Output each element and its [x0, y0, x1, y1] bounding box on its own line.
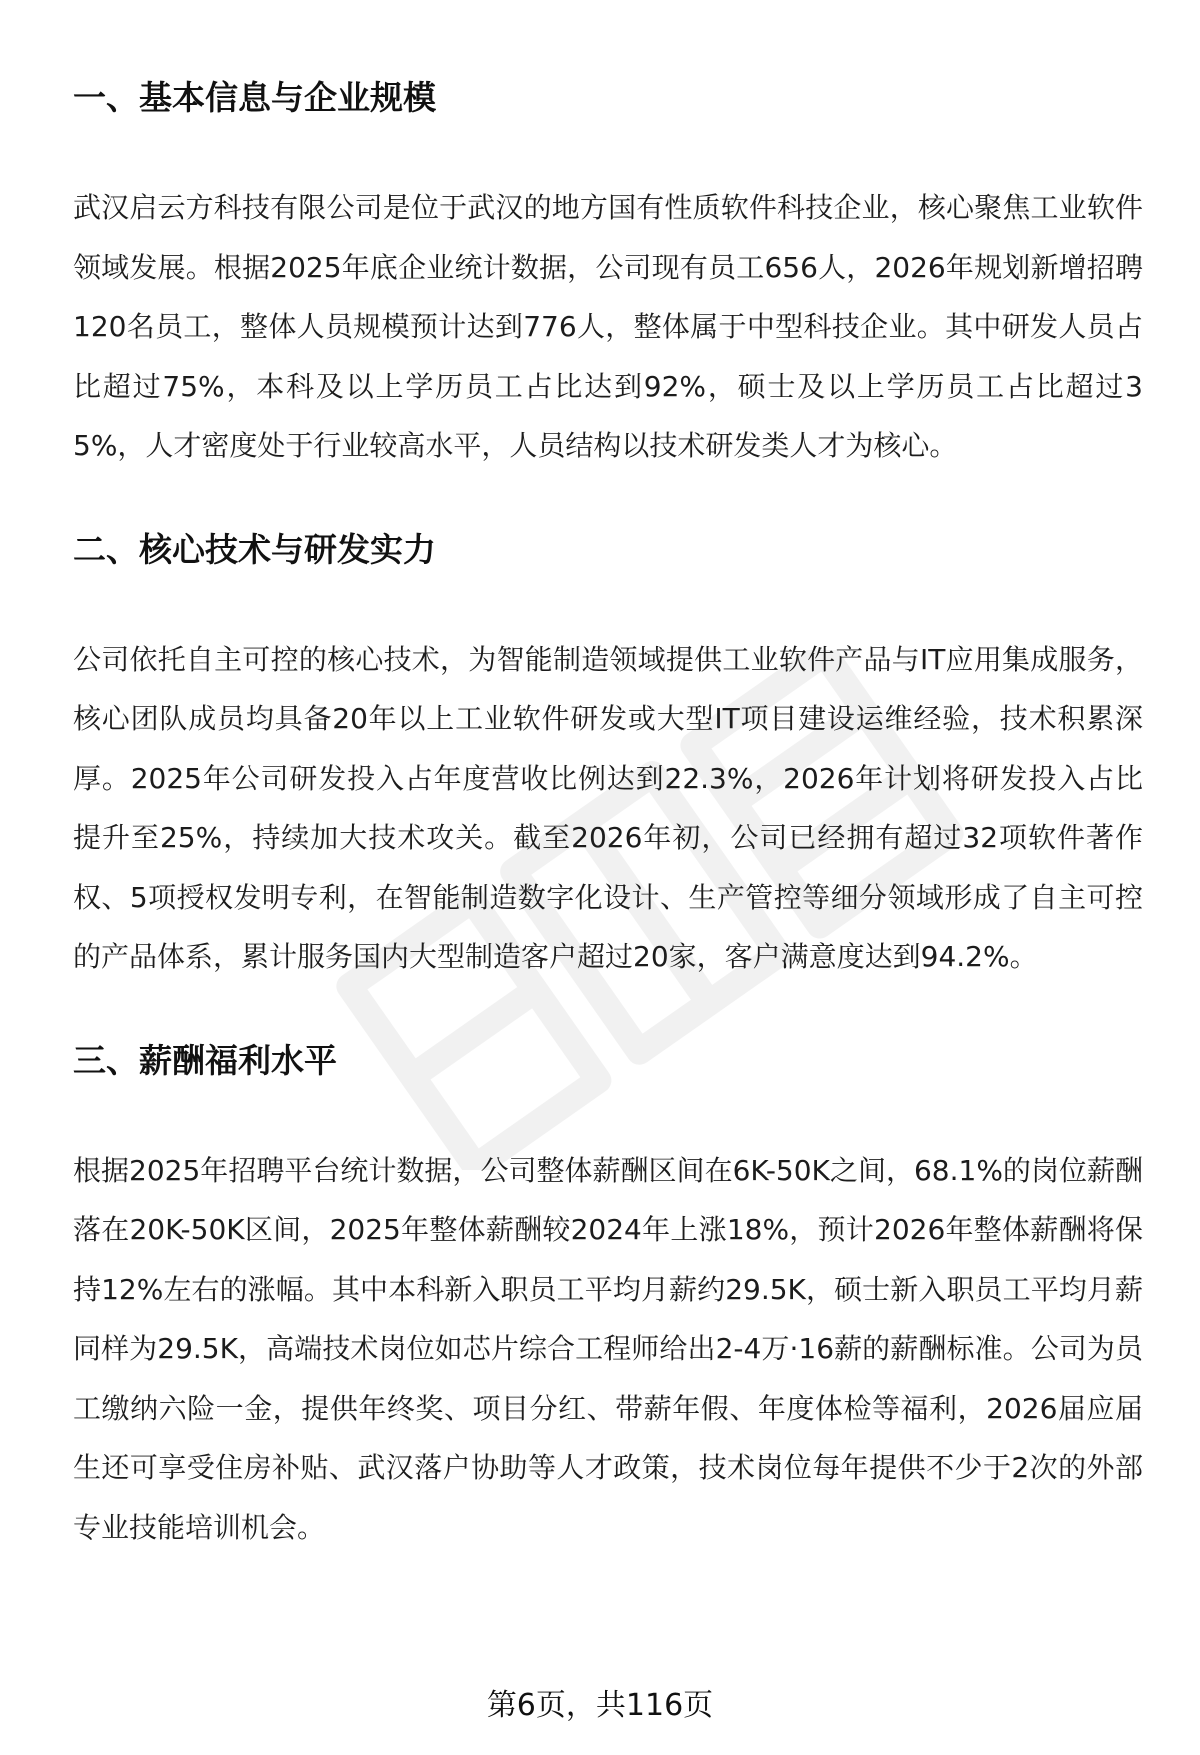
section-body-core-tech: 公司依托自主可控的核心技术，为智能制造领域提供工业软件产品与IT应用集成服务，核心团队成员均具备20年以上工业软件研发或大型IT项目建设运维经验，技术积累深厚。2025年公司研发投入占年度营收比例达到22.3%，2026年计划将研发投入占比提升至25%，持续加大技术攻关。截至2026年初，公司已经拥有超过32项软件著作权、5项授权发明专利，在智能制造数字化设计、生产管控等细分领域形成了自主可控的产品体系，累计服务国内大型制造客户超过20家，客户满意度达到94.2%。 — [73, 642, 1143, 973]
page-number-footer: 第6页，共116页 — [486, 1688, 714, 1723]
section-heading-salary: 三、薪酬福利水平 — [73, 1040, 337, 1080]
section-heading-basic-info: 一、基本信息与企业规模 — [73, 78, 436, 117]
section-body-salary: 根据2025年招聘平台统计数据，公司整体薪酬区间在6K-50K之间，68.1%的岗位薪酬落在20K-50K区间，2025年整体薪酬较2024年上涨18%，预计2026年整体薪酬将保持12%左右的涨幅。其中本科新入职员工平均月薪约29.5K，硕士新入职员工平均月薪同样为29.5K，高端技术岗位如芯片综合工程师给出2-4万·16薪的薪酬标准。公司为员工缴纳六险一金，提供年终奖、项目分红、带薪年假、年度体检等福利，2026届应届生还可享受住房补贴、武汉落户协助等人才政策，技术岗位每年提供不少于2次的外部专业技能培训机会。 — [73, 1153, 1143, 1544]
document-content — [73, 70, 1143, 1557]
section-heading-core-tech: 二、核心技术与研发实力 — [73, 529, 436, 569]
section-body-basic-info: 武汉启云方科技有限公司是位于武汉的地方国有性质软件科技企业，核心聚焦工业软件领域发展。根据2025年底企业统计数据，公司现有员工656人，2026年规划新增招聘120名员工，整体人员规模预计达到776人，整体属于中型科技企业。其中研发人员占比超过75%，本科及以上学历员工占比达到92%，硕士及以上学历员工占比超过35%，人才密度处于行业较高水平，人员结构以技术研发类人才为核心。 — [73, 191, 1143, 462]
